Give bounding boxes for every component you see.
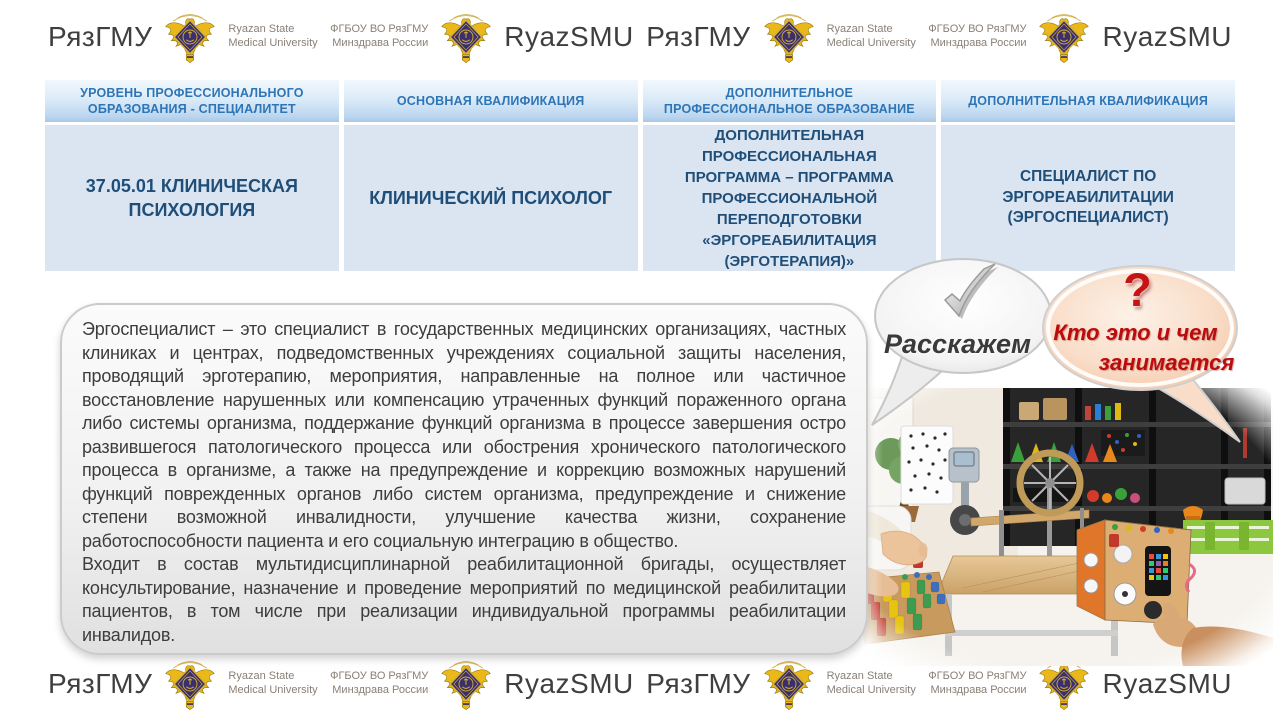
university-emblem-icon [438,8,494,66]
caption-line: ФГБОУ ВО РязГМУ [928,670,1027,683]
who-label-line1: Кто это и чем [1053,320,1218,345]
table-cell-additional-qualification: СПЕЦИАЛИСТ ПО ЭРГОРЕАБИЛИТАЦИИ (ЭРГОСПЕЦИАЛИСТ) [941,125,1235,271]
caption-line: ФГБОУ ВО РязГМУ [330,670,429,683]
university-emblem-icon [1036,8,1092,66]
caption-line: Medical University [826,684,916,696]
who-label-line2: занимается [1098,350,1235,375]
caption-line: Минздрава России [332,37,429,49]
table-header-education-level: УРОВЕНЬ ПРОФЕССИОНАЛЬНОГО ОБРАЗОВАНИЯ - СПЕЦИАЛИТЕТ [45,80,339,122]
caption-line: Ryazan State [228,23,295,36]
logo-caption-en [228,23,317,51]
university-emblem-icon [162,655,218,713]
caption-line: Минздрава России [930,37,1027,49]
logo-ryazgmu [48,8,318,66]
caption-line: Минздрава России [332,684,429,696]
table-header-additional-qualification: ДОПОЛНИТЕЛЬНАЯ КВАЛИФИКАЦИЯ [941,80,1235,122]
table-cell-main-qualification: КЛИНИЧЕСКИЙ ПСИХОЛОГ [344,125,638,271]
university-emblem-icon [761,655,817,713]
logo-en-wordmark: RyazSMU [1102,668,1232,699]
logo-ru-wordmark: РязГМУ [646,21,751,52]
question-mark-icon: ? [1123,263,1152,316]
logo-ryazgmu [646,8,916,66]
tell-label: Расскажем [884,329,1031,359]
logo-caption-ru [330,23,428,51]
logo-en-wordmark: RyazSMU [504,21,634,52]
logo-caption-ru [928,670,1026,698]
who-callout-bubble [1040,260,1245,450]
university-emblem-icon [162,8,218,66]
logo-en-wordmark: RyazSMU [1102,21,1232,52]
table-header-main-qualification: ОСНОВНАЯ КВАЛИФИКАЦИЯ [344,80,638,122]
tell-callout-bubble [868,253,1053,438]
logo-ryazsmu [330,655,634,713]
logo-ru-wordmark: РязГМУ [48,21,153,52]
logo-en-wordmark: RyazSMU [504,668,634,699]
description-speech-bubble [60,303,868,655]
university-emblem-icon [438,655,494,713]
top-logo-band [48,6,1232,68]
caption-line: ФГБОУ ВО РязГМУ [330,23,429,36]
description-paragraph: Входит в состав мультидисциплинарной реабилитационной бригады, осуществляет консультирование, назначение и проведение мероприятий по медицинской реабилитации пациентов, в том числе при реализации индивидуальной программы реабилитации инвалидов. [82,554,846,645]
logo-ryazgmu [48,655,318,713]
caption-line: Минздрава России [930,684,1027,696]
caption-line: Ryazan State [826,670,893,683]
table-header-additional-education: ДОПОЛНИТЕЛЬНОЕ ПРОФЕССИОНАЛЬНОЕ ОБРАЗОВАНИЕ [643,80,937,122]
logo-ryazsmu [928,8,1232,66]
table-cell-additional-program: ДОПОЛНИТЕЛЬНАЯ ПРОФЕССИОНАЛЬНАЯ ПРОГРАММА – ПРОГРАММА ПРОФЕССИОНАЛЬНОЙ ПЕРЕПОДГОТОВКИ «ЭРГОРЕАБИЛИТАЦИЯ (ЭРГОТЕРАПИЯ)» [643,125,937,271]
description-paragraph: Эргоспециалист – это специалист в государственных медицинских организациях, частных клиниках и центрах, подведомственных учреждениях социальной защиты населения, проводящий эрготерапию, мероприятия, направленные на полное или частичное восстановление нарушенных или компенсацию утраченных функций пораженного органа либо системы организма, поддержание функций организма в процессе завершения остро развившегося патологического процесса или обострения хронического патологического процесса в организме, а также на предупреждение и коррекцию возможных нарушений функций поврежденных органов либо систем организма, предупреждение и снижение степени возможной инвалидности, улучшение качества жизни, сохранение работоспособности пациента и его социальную интеграцию в общество. [82,319,846,551]
logo-caption-en [228,670,317,698]
logo-caption-ru [330,670,428,698]
logo-ru-wordmark: РязГМУ [646,668,751,699]
caption-line: Medical University [228,684,318,696]
logo-caption-en [827,23,916,51]
caption-line: ФГБОУ ВО РязГМУ [928,23,1027,36]
caption-line: Ryazan State [826,23,893,36]
logo-caption-en [827,670,916,698]
logo-ru-wordmark: РязГМУ [48,668,153,699]
program-table [45,80,1235,271]
caption-line: Ryazan State [228,670,295,683]
logo-ryazsmu [330,8,634,66]
university-emblem-icon [761,8,817,66]
caption-line: Medical University [826,37,916,49]
table-cell-specialty: 37.05.01 КЛИНИЧЕСКАЯ ПСИХОЛОГИЯ [45,125,339,271]
caption-line: Medical University [228,37,318,49]
logo-caption-ru [928,23,1026,51]
